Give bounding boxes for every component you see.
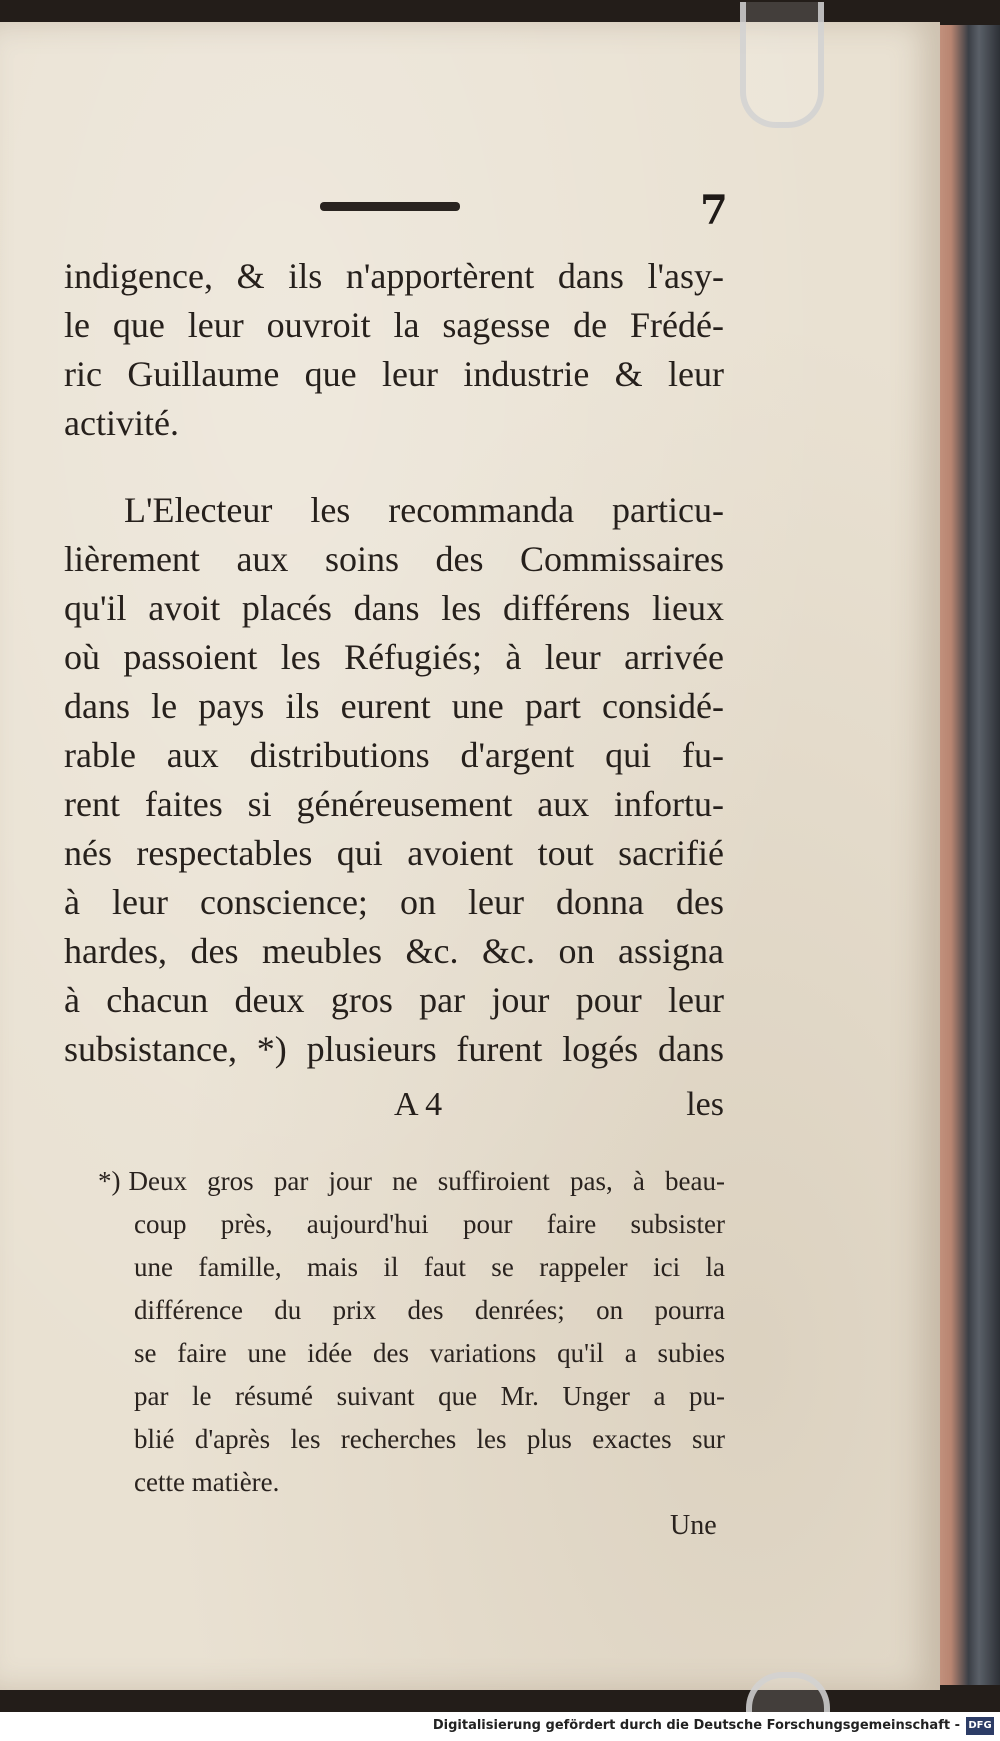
catchword-footnote: Une bbox=[670, 1510, 717, 1541]
footnote-marker: *) bbox=[98, 1166, 121, 1196]
catchword-main: les bbox=[686, 1086, 724, 1123]
dfg-logo: DFG bbox=[966, 1717, 994, 1735]
footnote-line: coup près, aujourd'hui pour faire subsister bbox=[134, 1209, 725, 1239]
text-line: qu'il avoit placés dans les différens lieux bbox=[64, 588, 724, 628]
text-line: L'Electeur les recommanda particu- bbox=[124, 490, 724, 530]
digitization-credit-bar bbox=[0, 1712, 1000, 1741]
text-line: nés respectables qui avoient tout sacrifié bbox=[64, 833, 724, 873]
text-line: à leur conscience; on leur donna des bbox=[64, 882, 724, 922]
footnote-line: cette matière. bbox=[134, 1467, 280, 1497]
text-line: subsistance, *) plusieurs furent logés dans bbox=[64, 1029, 724, 1069]
footnote-line: par le résumé suivant que Mr. Unger a pu- bbox=[134, 1381, 725, 1411]
footnote-line-text: Deux gros par jour ne suffiroient pas, à beau- bbox=[128, 1166, 725, 1196]
page-number: 7 bbox=[700, 187, 728, 234]
text-line: ric Guillaume que leur industrie & leur bbox=[64, 354, 724, 394]
signature-line bbox=[64, 1086, 724, 1136]
text-line: rable aux distributions d'argent qui fu- bbox=[64, 735, 724, 775]
page-clip-top bbox=[740, 2, 824, 128]
text-line: activité. bbox=[64, 403, 179, 443]
text-line: le que leur ouvroit la sagesse de Frédé- bbox=[64, 305, 724, 345]
footnote bbox=[98, 1160, 725, 1504]
footnote-line: se faire une idée des variations qu'il a subies bbox=[134, 1338, 725, 1368]
book-edge bbox=[930, 25, 1000, 1685]
text-line: hardes, des meubles &c. &c. on assigna bbox=[64, 931, 724, 971]
text-line: lièrement aux soins des Commissaires bbox=[64, 539, 724, 579]
main-text-body bbox=[64, 252, 724, 1074]
header-ornament-rule bbox=[320, 202, 460, 211]
footnote-line: blié d'après les recherches les plus exactes sur bbox=[134, 1424, 725, 1454]
footnote-line: différence du prix des denrées; on pourra bbox=[134, 1295, 725, 1325]
text-line: à chacun deux gros par jour pour leur bbox=[64, 980, 724, 1020]
text-line: où passoient les Réfugiés; à leur arrivée bbox=[64, 637, 724, 677]
printer-signature-mark: A 4 bbox=[394, 1086, 443, 1123]
credit-text: Digitalisierung gefördert durch die Deutsche Forschungsgemeinschaft - bbox=[432, 1718, 960, 1733]
text-line: dans le pays ils eurent une part considé- bbox=[64, 686, 724, 726]
footnote-line: une famille, mais il faut se rappeler ici la bbox=[134, 1252, 725, 1282]
text-line: indigence, & ils n'apportèrent dans l'asy- bbox=[64, 256, 724, 296]
book-page bbox=[0, 22, 940, 1690]
paragraph-gap bbox=[64, 448, 724, 486]
footnote-line bbox=[98, 1160, 725, 1203]
text-line: rent faites si généreusement aux infortu- bbox=[64, 784, 724, 824]
